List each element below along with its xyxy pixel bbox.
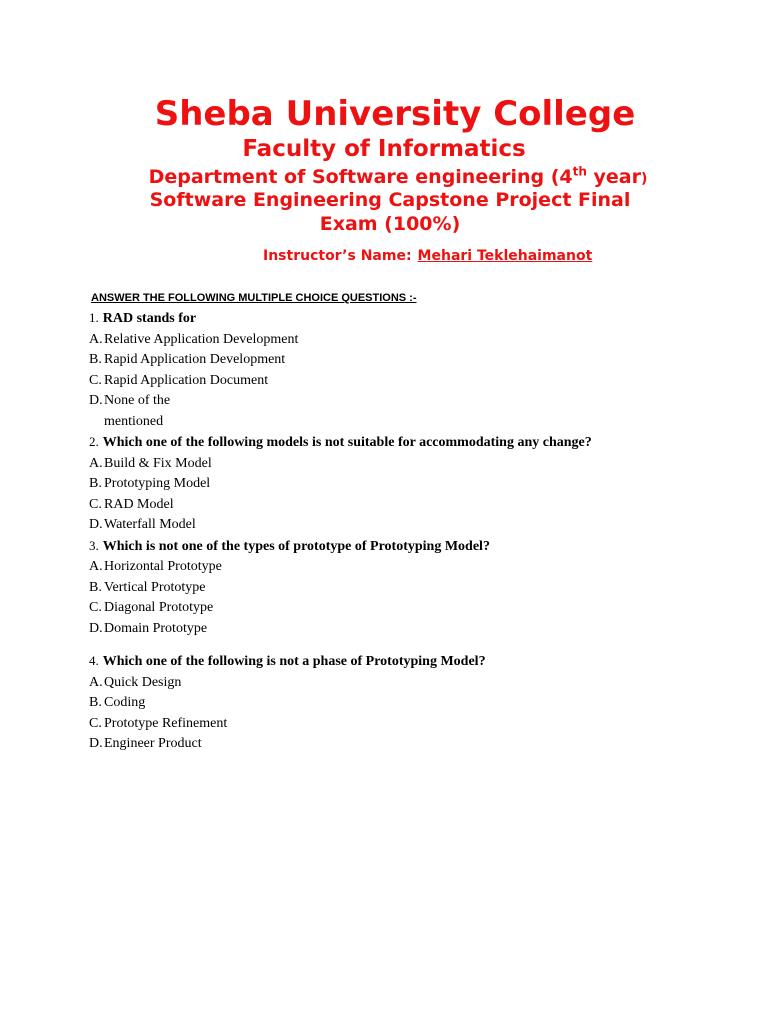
question-line <box>89 308 729 330</box>
question-number: 3. <box>89 537 99 553</box>
option-text: Quick Design <box>104 674 182 690</box>
option-text: Rapid Application Development <box>104 352 286 367</box>
option-item <box>89 734 729 755</box>
option-letter: D. <box>89 736 103 751</box>
question-line <box>89 651 729 673</box>
question-4 <box>89 651 729 755</box>
exam-title <box>0 188 768 236</box>
question-2 <box>89 432 729 536</box>
option-letter: B. <box>89 352 102 367</box>
option-item <box>89 515 729 536</box>
option-letter: B. <box>89 695 102 710</box>
option-text: None of the mentioned <box>104 393 171 429</box>
option-text: Engineer Product <box>104 736 202 751</box>
question-number: 2. <box>89 434 99 449</box>
option-text: Prototype Refinement <box>104 715 228 731</box>
option-item <box>89 693 729 714</box>
option-item <box>89 557 729 578</box>
option-item <box>89 391 729 432</box>
option-text: Waterfall Model <box>104 517 196 532</box>
option-item <box>89 495 729 516</box>
questions-list <box>89 308 729 755</box>
option-letter: C. <box>89 496 102 512</box>
option-item <box>89 454 729 475</box>
option-item <box>89 474 729 495</box>
option-text: Coding <box>104 695 146 710</box>
option-letter: A. <box>89 455 103 471</box>
faculty-title: Faculty of Informatics <box>242 136 526 162</box>
option-text: Domain Prototype <box>104 620 208 636</box>
question-3 <box>89 536 729 640</box>
section-heading: ANSWER THE FOLLOWING MULTIPLE CHOICE QUESTIONS :- <box>91 292 417 304</box>
exam-title-line-2: Exam (100%) <box>319 213 461 235</box>
question-text: Which one of the following models is not suitable for accommodating any change? <box>102 435 592 450</box>
option-item <box>89 714 729 735</box>
option-item <box>89 598 729 619</box>
question-line <box>89 432 729 454</box>
option-letter: A. <box>89 674 103 690</box>
question-number: 1. <box>89 310 99 325</box>
option-letter: B. <box>89 579 102 595</box>
option-item <box>89 371 729 392</box>
option-letter: D. <box>89 620 103 636</box>
question-text: Which one of the following is not a phase of Prototyping Model? <box>102 654 486 669</box>
question-text: RAD stands for <box>102 311 197 326</box>
department-ordinal: th <box>572 164 587 179</box>
question-spacer <box>89 639 729 651</box>
department-paren: ) <box>641 171 648 187</box>
question-text: Which is not one of the types of prototype of Prototyping Model? <box>102 538 490 554</box>
department-year: year <box>586 166 641 188</box>
instructor-label: Instructor’s Name: <box>263 248 412 264</box>
question-1 <box>89 308 729 432</box>
option-letter: B. <box>89 476 102 491</box>
question-line <box>89 536 729 558</box>
instructor-line <box>263 246 592 266</box>
option-letter: C. <box>89 715 102 731</box>
instructor-name: Mehari Teklehaimanot <box>417 248 593 264</box>
option-text: RAD Model <box>104 496 174 512</box>
exam-title-line-1: Software Engineering Capstone Project Final <box>149 189 631 211</box>
department-main: Department of Software engineering (4 <box>148 166 573 188</box>
option-letter: D. <box>89 393 103 408</box>
option-letter: C. <box>89 600 102 615</box>
option-text: Prototyping Model <box>104 476 211 491</box>
option-item <box>89 330 729 351</box>
option-text: Relative Application Development <box>104 331 299 347</box>
option-text: Diagonal Prototype <box>104 600 214 615</box>
option-text: Horizontal Prototype <box>104 559 222 574</box>
option-letter: A. <box>89 331 103 347</box>
option-letter: C. <box>89 372 102 388</box>
option-item <box>89 619 729 640</box>
question-number: 4. <box>89 653 99 668</box>
option-letter: D. <box>89 517 103 532</box>
option-text: Build & Fix Model <box>104 455 212 471</box>
option-text: Rapid Application Document <box>104 372 269 388</box>
option-item <box>89 578 729 599</box>
option-item <box>89 673 729 694</box>
option-text: Vertical Prototype <box>104 579 206 595</box>
option-item <box>89 350 729 371</box>
college-title: Sheba University College <box>154 94 636 134</box>
option-letter: A. <box>89 559 103 574</box>
